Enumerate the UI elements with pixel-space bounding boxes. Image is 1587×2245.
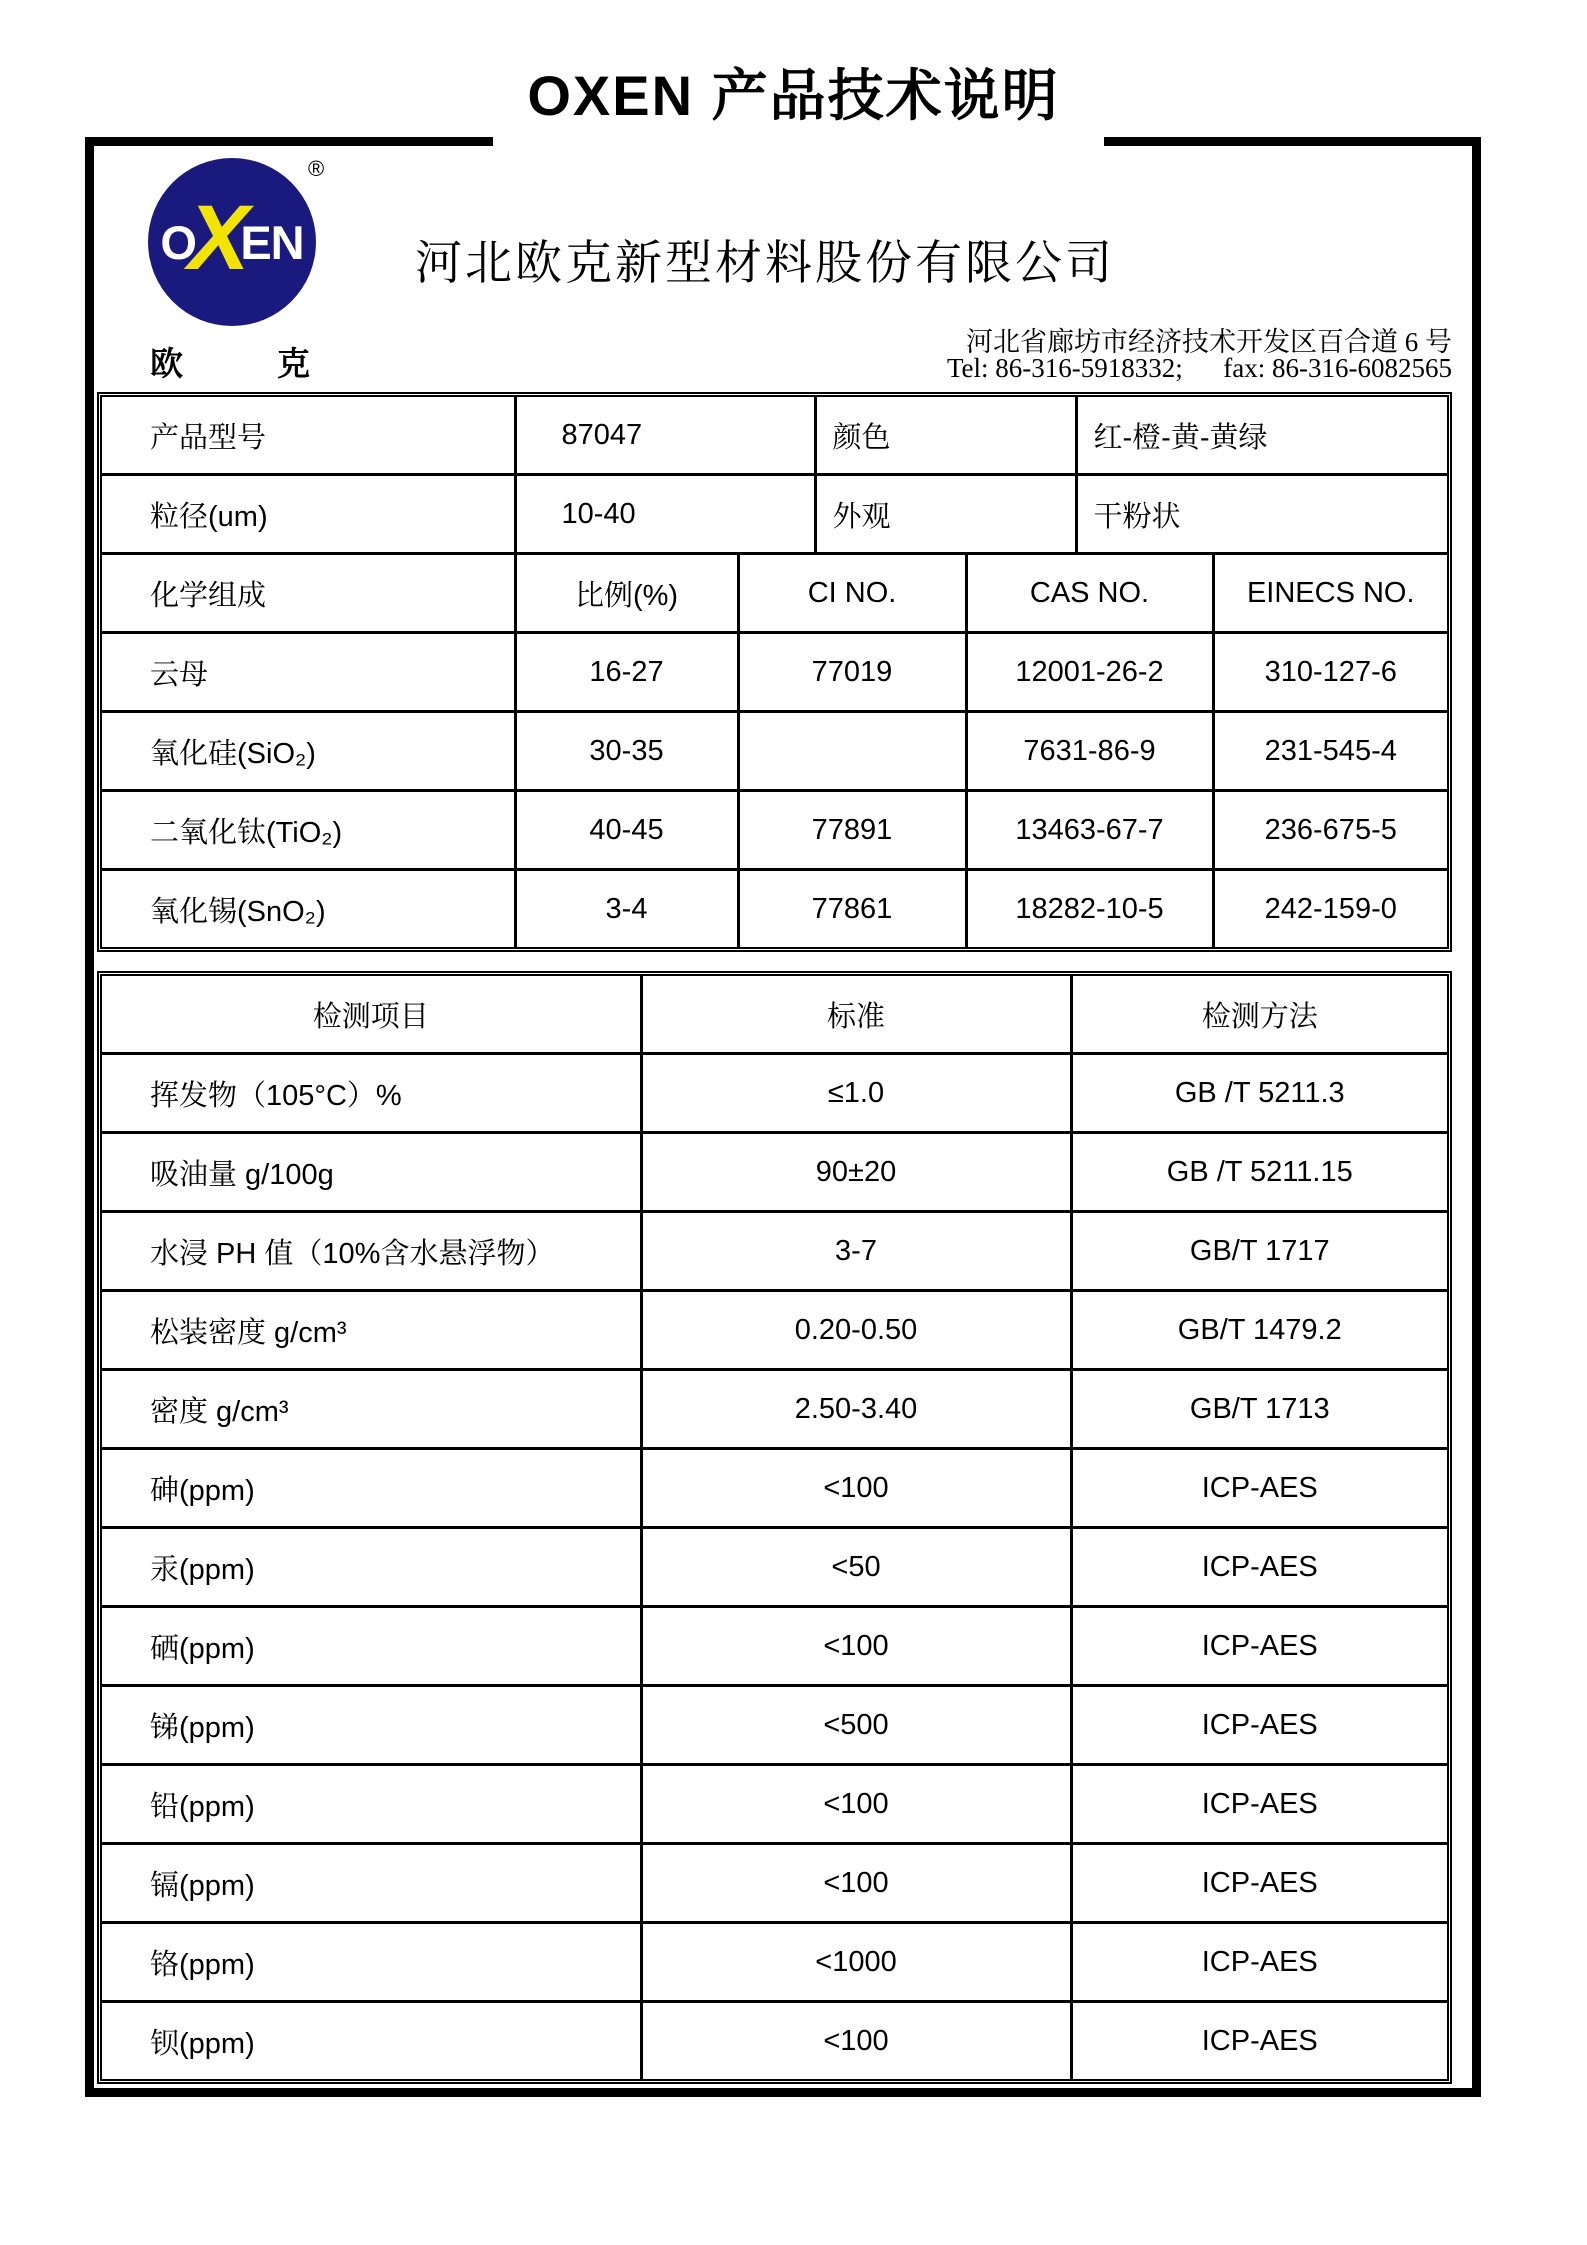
chem-cell: 18282-10-5 [966, 870, 1213, 948]
table-row [102, 633, 1447, 712]
registered-trademark-icon: ® [308, 156, 325, 181]
chem-cell: 3-4 [515, 870, 738, 948]
test-method-value: ICP-AES [1071, 2002, 1447, 2080]
chem-cell: 12001-26-2 [966, 633, 1213, 712]
test-item-label: 镉(ppm) [102, 1844, 641, 1923]
product-info-subtable [102, 397, 1447, 552]
chem-cell: 7631-86-9 [966, 712, 1213, 791]
chem-cell: 77891 [738, 791, 966, 870]
test-item-label: 铬(ppm) [102, 1923, 641, 2002]
chem-name-cell: 氧化硅(SiO₂) [102, 712, 515, 791]
test-method-value: GB /T 5211.15 [1071, 1133, 1447, 1212]
info-value: 87047 [515, 397, 815, 475]
table-row [102, 791, 1447, 870]
test-method-value: ICP-AES [1071, 1449, 1447, 1528]
chem-cell: 77019 [738, 633, 966, 712]
test-standard-value: <100 [641, 1844, 1071, 1923]
test-standard-value: <100 [641, 1765, 1071, 1844]
test-method-value: ICP-AES [1071, 1528, 1447, 1607]
logo-cn-char-right: 克 [277, 345, 310, 382]
table-row [102, 1133, 1447, 1212]
logo-chinese-name [148, 338, 312, 385]
chem-name-cell: 二氧化钛(TiO₂) [102, 791, 515, 870]
chem-cell: 310-127-6 [1213, 633, 1447, 712]
table-row [102, 554, 1447, 633]
table-row [102, 712, 1447, 791]
info-label: 产品型号 [150, 421, 267, 454]
test-method-value: GB/T 1717 [1071, 1212, 1447, 1291]
test-item-label: 硒(ppm) [102, 1607, 641, 1686]
table-row [102, 1528, 1447, 1607]
test-method-value: ICP-AES [1071, 1844, 1447, 1923]
test-standard-value: ≤1.0 [641, 1054, 1071, 1133]
table-row [102, 2002, 1447, 2080]
test-item-label: 铅(ppm) [102, 1765, 641, 1844]
test-standard-value: 2.50-3.40 [641, 1370, 1071, 1449]
table-row [102, 1607, 1447, 1686]
chem-header-cell: 比例(%) [515, 554, 738, 633]
test-item-label: 吸油量 g/100g [102, 1133, 641, 1212]
table-row [102, 1054, 1447, 1133]
test-standard-value: <1000 [641, 1923, 1071, 2002]
test-item-label: 砷(ppm) [102, 1449, 641, 1528]
test-method-value: GB/T 1479.2 [1071, 1291, 1447, 1370]
test-item-label: 锑(ppm) [102, 1686, 641, 1765]
logo-cn-char-left: 欧 [150, 345, 183, 382]
test-header-cell: 标准 [641, 976, 1071, 1054]
info-label: 粒径(um) [102, 475, 515, 553]
test-standard-value: 3-7 [641, 1212, 1071, 1291]
test-standard-value: 90±20 [641, 1133, 1071, 1212]
table-row [102, 1844, 1447, 1923]
test-standard-value: 0.20-0.50 [641, 1291, 1071, 1370]
test-method-value: GB /T 5211.3 [1071, 1054, 1447, 1133]
test-standard-value: <50 [641, 1528, 1071, 1607]
test-item-label: 水浸 PH 值（10%含水悬浮物） [102, 1212, 641, 1291]
chem-header-cell: CAS NO. [966, 554, 1213, 633]
chem-cell: 231-545-4 [1213, 712, 1447, 791]
chem-name-cell: 氧化锡(SnO₂) [102, 870, 515, 948]
test-standard-value: <100 [641, 2002, 1071, 2080]
table-row [102, 976, 1447, 1054]
table-row [102, 1291, 1447, 1370]
table-row [102, 1370, 1447, 1449]
company-logo [148, 158, 324, 385]
test-standard-value: <100 [641, 1449, 1071, 1528]
info-value: 10-40 [515, 475, 815, 553]
test-header-cell: 检测方法 [1071, 976, 1447, 1054]
test-method-value: ICP-AES [1071, 1686, 1447, 1765]
logo-circle [148, 158, 316, 326]
logo-letter-o: O [160, 215, 196, 269]
test-item-label: 密度 g/cm³ [102, 1370, 641, 1449]
test-item-label: 汞(ppm) [102, 1528, 641, 1607]
chem-cell [738, 712, 966, 791]
info-value: 红-橙-黄-黄绿 [1076, 397, 1447, 475]
chem-header-cell: EINECS NO. [1213, 554, 1447, 633]
test-subtable [102, 976, 1447, 2079]
chem-name-cell: 云母 [102, 633, 515, 712]
table-row [102, 1765, 1447, 1844]
table-row [102, 870, 1447, 948]
test-method-value: ICP-AES [1071, 1607, 1447, 1686]
test-standard-value: <500 [641, 1686, 1071, 1765]
table-row [102, 1212, 1447, 1291]
company-address: 河北省廊坊市经济技术开发区百合道 6 号 [966, 327, 1452, 357]
chem-cell: 13463-67-7 [966, 791, 1213, 870]
info-label: 颜色 [815, 397, 1076, 475]
info-value: 干粉状 [1076, 475, 1447, 553]
table-row [102, 1449, 1447, 1528]
product-spec-table [97, 392, 1452, 952]
page-title: OXEN 产品技术说明 [527, 64, 1060, 127]
chemical-composition-subtable [102, 552, 1447, 947]
test-method-value: GB/T 1713 [1071, 1370, 1447, 1449]
test-item-label: 挥发物（105°C）% [102, 1054, 641, 1133]
chem-cell: 77861 [738, 870, 966, 948]
chem-cell: 236-675-5 [1213, 791, 1447, 870]
test-standard-value: <100 [641, 1607, 1071, 1686]
test-method-value: ICP-AES [1071, 1923, 1447, 2002]
chem-cell: 16-27 [515, 633, 738, 712]
logo-letters-en: EN [240, 215, 304, 269]
chem-cell: 242-159-0 [1213, 870, 1447, 948]
test-item-label: 钡(ppm) [102, 2002, 641, 2080]
company-tel-fax: Tel: 86-316-5918332; fax: 86-316-6082565 [946, 353, 1452, 383]
company-name: 河北欧克新型材料股份有限公司 [415, 238, 1115, 290]
test-item-label: 松装密度 g/cm³ [102, 1291, 641, 1370]
table-row [102, 1923, 1447, 2002]
chem-cell: 30-35 [515, 712, 738, 791]
table-row [102, 397, 1447, 475]
test-header-cell: 检测项目 [312, 1000, 429, 1033]
logo-star-x-icon: X [187, 187, 249, 289]
table-row [102, 475, 1447, 553]
chem-header-cell: 化学组成 [102, 554, 515, 633]
chem-header-cell: CI NO. [738, 554, 966, 633]
table-row [102, 1686, 1447, 1765]
test-method-value: ICP-AES [1071, 1765, 1447, 1844]
chem-cell: 40-45 [515, 791, 738, 870]
info-label: 外观 [815, 475, 1076, 553]
test-spec-table [97, 971, 1452, 2084]
